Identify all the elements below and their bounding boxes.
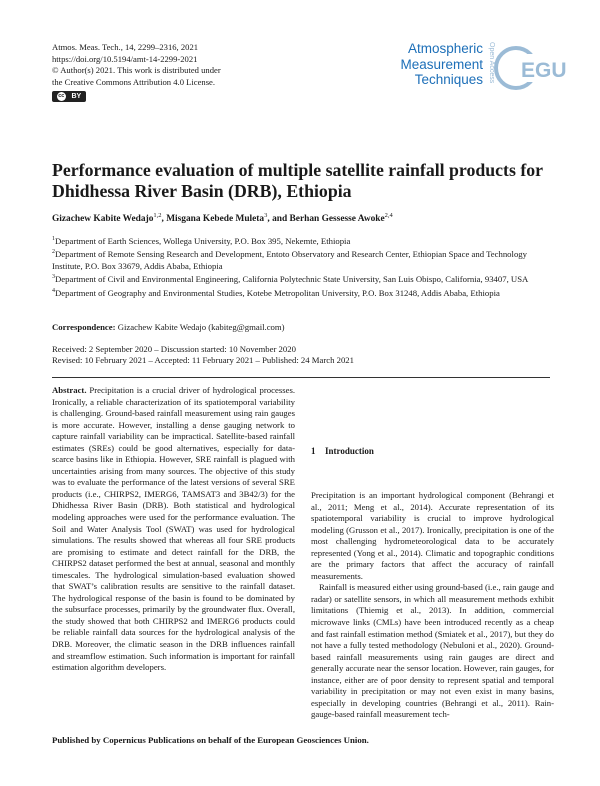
correspondence-label: Correspondence: — [52, 322, 116, 332]
abstract — [52, 385, 295, 674]
introduction-text — [311, 490, 554, 721]
correspondence — [52, 322, 552, 332]
author-name: Gizachew Kabite Wedajo — [52, 214, 154, 225]
journal-name-line: Atmospheric — [407, 41, 483, 56]
author-name: Misgana Kebede Muleta — [166, 214, 265, 225]
copyright-line: © Author(s) 2021. This work is distributed under — [52, 65, 221, 76]
doi-link[interactable]: https://doi.org/10.5194/amt-14-2299-2021 — [52, 53, 198, 64]
divider — [52, 377, 550, 378]
affiliation — [52, 234, 552, 247]
affiliation-text: Department of Civil and Environmental Engineering, California Polytechnic State University, San Luis Obispo, California, 93407, USA — [55, 274, 529, 285]
affiliation-number: 3 — [52, 274, 55, 281]
paper-title: Performance evaluation of multiple satellite rainfall products for Dhidhessa River Basin (DRB), Ethiopia — [52, 160, 543, 201]
journal-name-line: Techniques — [414, 72, 483, 87]
affiliations — [52, 234, 552, 299]
section-heading — [311, 446, 374, 456]
publisher-footer: Published by Copernicus Publications on behalf of the European Geosciences Union. — [52, 735, 369, 745]
paragraph: Precipitation is an important hydrological component (Behrangi et al., 2011; Meng et al., 2014). Accurate representation of its spatiotemporal variability is crucial to improve hydrological modeling (Grusson et al., 2017). Ironically, precipitation is one of the most challenging hydrometeorological data to be accurately represented (Yong et al., 2014). Climatic and topographic conditions are the primary factors that affect the accuracy of rainfall measurements. — [311, 490, 554, 581]
open-access-label — [483, 40, 493, 102]
cc-by-license-icon[interactable] — [52, 91, 86, 102]
author-name: Berhan Gessesse Awoke — [289, 214, 385, 225]
author-affiliation-ref: 1,2 — [153, 212, 162, 219]
received-dates: Received: 2 September 2020 – Discussion started: 10 November 2020 — [52, 344, 296, 354]
journal-name — [391, 41, 483, 88]
egu-logo-icon — [494, 46, 567, 90]
affiliation-number: 2 — [52, 249, 55, 256]
affiliation — [52, 272, 552, 285]
article-metadata — [52, 42, 221, 88]
cc-by-label: BY — [71, 93, 82, 100]
author-affiliation-ref: 3 — [264, 212, 268, 219]
egu-logo-text: EGU — [521, 59, 567, 82]
journal-name-line: Measurement — [400, 56, 483, 72]
citation: Atmos. Meas. Tech., 14, 2299–2316, 2021 — [52, 42, 199, 52]
abstract-column-1 — [52, 385, 295, 674]
paragraph: Rainfall is measured either using ground-based (i.e., rain gauge and radar) or satellite sensors, in which all measurement methods exhibit limitations (Thiemig et al., 2013). In addition, commercial microwave links (CMLs) have been introduced recently as a cheap and fast rainfall estimation method (Smiatek et al., 2017), but they do not have a fully tested methodology (Nebuloni et al., 2020). Ground-based rainfall measurements using rain gauges are direct and generally accurate near the sensor location. However, rain gauges, for instance, either are of poor density to represent spatial and temporal variability in precipitation or may not even exist in many basins, especially in developing countries (Behrangi et al., 2011). Rain-gauge-based rainfall measurement tech- — [311, 582, 554, 720]
license-line: the Creative Commons Attribution 4.0 License. — [52, 76, 216, 87]
affiliation-number: 1 — [52, 236, 55, 242]
publication-dates — [52, 344, 552, 367]
affiliation-text: Department of Remote Sensing Research and Development, Entoto Observatory and Research Center, Ethiopian Space and Technology Institute, P.O. Box 33679, Addis Ababa, Ethiopia — [52, 249, 527, 271]
author-separator: , — [161, 214, 167, 225]
cc-icon: cc — [58, 93, 65, 99]
affiliation — [52, 247, 552, 272]
correspondence-email[interactable]: Gizachew Kabite Wedajo (kabiteg@gmail.com) — [115, 322, 285, 332]
affiliation-number: 4 — [52, 287, 55, 294]
abstract-text: Precipitation is a crucial driver of hydrological processes. Ironically, a reliable characterization of its spatiotemporal variability is challenging. Ground-based rainfall measurement using rain gauges is more accurate. However, installing a dense gauging network to capture rainfall variability can be impractical. Satellite-based rainfall estimates (SREs) could be good alternatives, especially for data-scarce basins like in Ethiopia. However, SRE rainfall is plagued with uncertainties arising from many sources. The objective of this study was to evaluate the performance of the latest versions of several SRE products (i.e., CHIRPS2, IMERG6, TAMSAT3 and 3B42/3) for the Dhidhessa River Basin (DRB). Both statistical and hydrological modeling approaches were used for the performance evaluation. The Soil and Water Analysis Tool (SWAT) was used for hydrological simulations. The results showed that whereas all four SRE products are promising to estimate and detect rainfall for the DRB, the CHIRPS2 dataset performed the best at annual, seasonal and monthly timescales. The hydrological simulation-based evaluation showed that SWAT’s calibration results are sensitive to the rainfall dataset. The hydrological response of the basin is found to be dominated by the subsurface processes, primarily by the groundwater flux. Overall, the study showed that both CHIRPS2 and IMERG6 products could be reliable rainfall data sources for the hydrological analysis of the DRB. Moreover, the climatic season in the DRB influences rainfall and streamflow estimation. Such information is important for rainfall estimation algorithm developers. — [52, 385, 295, 673]
author-list — [52, 212, 552, 224]
section-title: Introduction — [325, 446, 374, 456]
abstract-label: Abstract. — [52, 385, 87, 395]
open-access-text: Open Access — [488, 42, 495, 84]
affiliation-text: Department of Geography and Environmental Studies, Kotebe Metropolitan University, P.O. Box 31248, Addis Ababa, Ethiopia — [55, 287, 500, 298]
author-affiliation-ref: 2,4 — [384, 212, 393, 219]
affiliation — [52, 286, 552, 299]
section-number: 1 — [311, 446, 316, 456]
published-dates: Revised: 10 February 2021 – Accepted: 11 February 2021 – Published: 24 March 2021 — [52, 355, 354, 366]
author-separator: , and — [267, 214, 290, 225]
affiliation-text: Department of Earth Sciences, Wollega University, P.O. Box 395, Nekemte, Ethiopia — [55, 235, 351, 246]
